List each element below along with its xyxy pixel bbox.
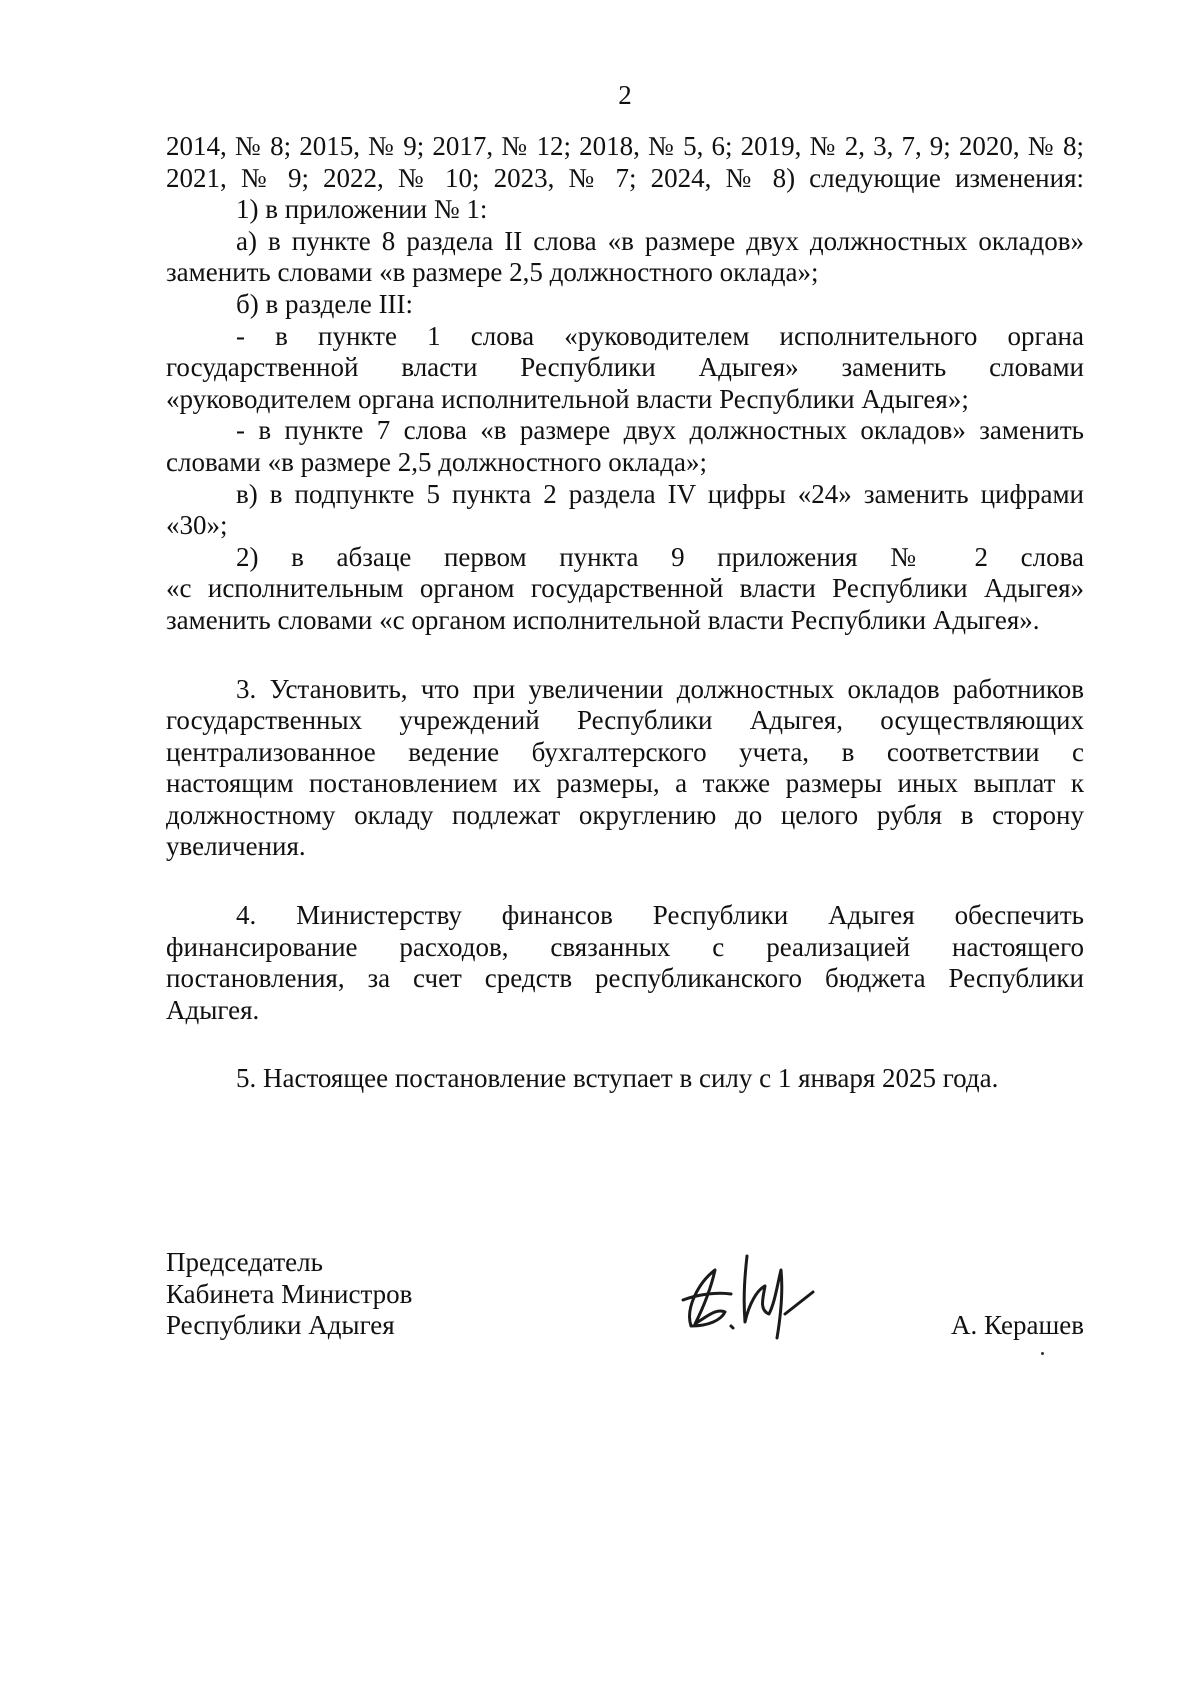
paragraph-line: постановления, за счет средств республиканского бюджета Республики [166, 963, 1084, 994]
paragraph-line: 4. Министерству финансов Республики Адыгея обеспечить [236, 900, 1084, 931]
paragraph-line: Адыгея. [166, 994, 260, 1025]
paragraph-line: 2) в абзаце первом пункта 9 приложения № 2 слова [236, 541, 1084, 572]
paragraph-line: централизованное ведение бухгалтерского учета, в соответствии с [166, 736, 1084, 767]
signer-title-line: Республики Адыгея [166, 1310, 395, 1341]
paragraph-line: финансирование расходов, связанных с реализацией настоящего [166, 931, 1084, 962]
paragraph-line: - в пункте 7 слова «в размере двух должностных окладов» заменить [236, 415, 1084, 446]
paragraph-line: - в пункте 1 слова «руководителем исполнительного органа [236, 320, 1084, 351]
paragraph-line: должностному окладу подлежат округлению до целого рубля в сторону [166, 799, 1084, 830]
paragraph-line: «руководителем органа исполнительной власти Республики Адыгея»; [166, 383, 969, 414]
scan-dot [1041, 1352, 1044, 1355]
signer-title-line: Кабинета Министров [166, 1278, 413, 1309]
handwritten-signature [665, 1230, 825, 1340]
paragraph-line: б) в разделе III: [236, 288, 414, 319]
paragraph-line: 3. Установить, что при увеличении должностных окладов работников [236, 673, 1084, 704]
paragraph-line: словами «в размере 2,5 должностного оклада»; [166, 446, 708, 477]
paragraph-line: настоящим постановлением их размеры, а также размеры иных выплат к [166, 768, 1084, 799]
paragraph-gap [166, 1026, 1084, 1063]
paragraph-line: 1) в приложении № 1: [236, 194, 488, 225]
paragraph-line: «30»; [166, 510, 228, 541]
paragraph-line: 2014, № 8; 2015, № 9; 2017, № 12; 2018, № 5, 6; 2019, № 2, 3, 7, 9; 2020, № 8; [166, 131, 1084, 161]
page-number: 2 [618, 80, 632, 110]
paragraph-line: заменить словами «в размере 2,5 должностного оклада»; [166, 257, 819, 288]
paragraph-line: «с исполнительным органом государственной власти Республики Адыгея» [166, 573, 1084, 604]
paragraph-line: государственной власти Республики Адыгея» заменить словами [166, 352, 1084, 383]
paragraph-line: в) в подпункте 5 пункта 2 раздела IV цифры «24» заменить цифрами [236, 478, 1084, 509]
signer-title [166, 1247, 412, 1342]
paragraph-gap [166, 637, 1084, 674]
paragraph-line: увеличения. [166, 831, 306, 862]
paragraph-line: 5. Настоящее постановление вступает в силу с 1 января 2025 года. [236, 1063, 999, 1094]
paragraph-line: государственных учреждений Республики Адыгея, осуществляющих [166, 705, 1084, 736]
paragraph-line: заменить словами «с органом исполнительной власти Республики Адыгея». [166, 604, 1040, 635]
paragraph-line: а) в пункте 8 раздела II слова «в размере двух должностных окладов» [236, 225, 1084, 256]
signer-title-line: Председатель [166, 1247, 323, 1277]
paragraph-line: 2021, № 9; 2022, № 10; 2023, № 7; 2024, № 8) следующие изменения: [166, 162, 1084, 193]
signer-name: А. Керашев [951, 1310, 1084, 1340]
paragraph-gap [166, 863, 1084, 900]
document-body [166, 131, 1084, 1095]
